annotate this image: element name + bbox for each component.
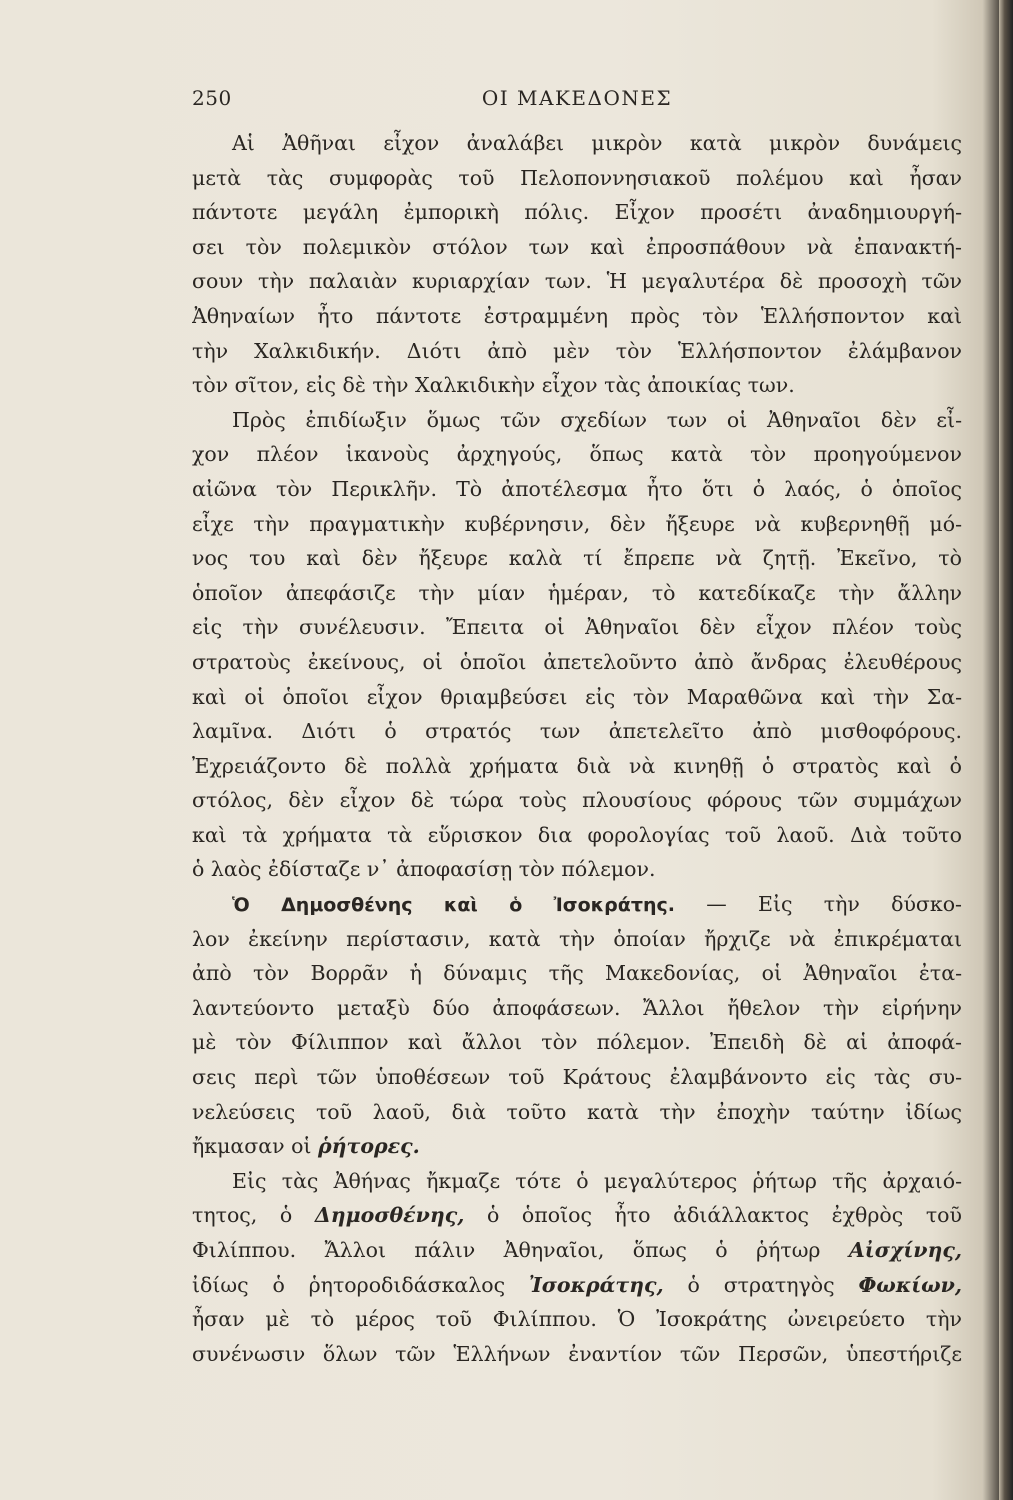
text-line: καὶ οἱ ὁποῖοι εἶχον θριαμβεύσει εἰς τὸν Μαραθῶνα καὶ τὴν Σα- [192, 684, 962, 709]
text-line: ὁ λαὸς ἐδίσταζε ν᾿ ἀποφασίσῃ τὸν πόλεμον. [192, 857, 656, 882]
text-line: εἶχε τὴν πραγματικὴν κυβέρνησιν, δὲν ἤξευρε νὰ κυβερνηθῇ μό- [192, 511, 962, 536]
text-run: ἰδίως ὁ ῥητοροδιδάσκαλος [192, 1272, 529, 1297]
text-line [192, 1268, 962, 1303]
page-header [192, 86, 962, 120]
text-run: ὁ ὁποῖος ἦτο ἀδιάλλακτος ἐχθρὸς τοῦ [464, 1203, 962, 1228]
emphasis-aeschines: Αἰσχίνης, [848, 1238, 962, 1262]
text-line: νος του καὶ δὲν ἤξευρε καλὰ τί ἔπρεπε νὰ ζητῇ. Ἐκεῖνο, τὸ [192, 546, 962, 571]
text-line: στόλος, δὲν εἶχον δὲ τώρα τοὺς πλουσίους φόρους τῶν συμμάχων [192, 788, 962, 813]
paragraph-1 [192, 126, 962, 403]
text-run: ἤκμασαν οἱ [192, 1134, 318, 1159]
text-line: αἰῶνα τὸν Περικλῆν. Τὸ ἀποτέλεσμα ἦτο ὅτι ὁ λαός, ὁ ὁποῖος [192, 476, 962, 501]
text-line: ἦσαν μὲ τὸ μέρος τοῦ Φιλίππου. Ὁ Ἰσοκράτης ὠνειρεύετο τὴν [192, 1307, 962, 1332]
text-line: Ἐχρειάζοντο δὲ πολλὰ χρήματα διὰ νὰ κινηθῇ ὁ στρατὸς καὶ ὁ [192, 753, 962, 778]
text-line [192, 1129, 962, 1164]
page-number: 250 [192, 86, 232, 110]
text-line: λον ἐκείνην περίστασιν, κατὰ τὴν ὁποίαν ἤρχιζε νὰ ἐπικρέμαται [192, 926, 962, 951]
text-line: μετὰ τὰς συμφορὰς τοῦ Πελοποννησιακοῦ πολέμου καὶ ἦσαν [192, 165, 962, 190]
text-line: τὴν Χαλκιδικήν. Διότι ἀπὸ μὲν τὸν Ἑλλήσποντον ἐλάμβανον [192, 338, 962, 363]
text-line [192, 1233, 962, 1268]
text-line: Αἱ Ἀθῆναι εἶχον ἀναλάβει μικρὸν κατὰ μικρὸν δυνάμεις [232, 131, 962, 155]
text-run: τητος, ὁ [192, 1203, 315, 1228]
body-text [192, 126, 962, 1371]
text-line: πάντοτε μεγάλη ἐμπορικὴ πόλις. Εἶχον προσέτι ἀναδημιουργή- [192, 200, 962, 225]
text-line: ὁποῖον ἀπεφάσιζε τὴν μίαν ἡμέραν, τὸ κατεδίκαζε τὴν ἄλλην [192, 580, 962, 605]
book-binding-edge [999, 0, 1013, 1500]
text-line: εἰς τὴν συνέλευσιν. Ἔπειτα οἱ Ἀθηναῖοι δὲν εἶχον πλέον τοὺς [192, 615, 962, 640]
text-run: Φιλίππου. Ἄλλοι πάλιν Ἀθηναῖοι, ὅπως ὁ ῥήτωρ [192, 1238, 849, 1262]
text-line: σουν τὴν παλαιὰν κυριαρχίαν των. Ἡ μεγαλυτέρα δὲ προσοχὴ τῶν [192, 269, 962, 294]
text-line: Εἰς τὰς Ἀθήνας ἤκμαζε τότε ὁ μεγαλύτερος ῥήτωρ τῆς ἀρχαιό- [232, 1168, 962, 1193]
text-line: συνένωσιν ὅλων τῶν Ἑλλήνων ἐναντίον τῶν Περσῶν, ὑπεστήριζε [192, 1341, 962, 1366]
paragraph-2 [192, 403, 962, 887]
text-line: λαμῖνα. Διότι ὁ στρατός των ἀπετελεῖτο ἀπὸ μισθοφόρους. [192, 719, 962, 744]
emphasis-phocion: Φωκίων, [858, 1272, 962, 1297]
text-line: ἀπὸ τὸν Βορρᾶν ἡ δύναμις τῆς Μακεδονίας, οἱ Ἀθηναῖοι ἐτα- [192, 961, 962, 986]
text-line: καὶ τὰ χρήματα τὰ εὕρισκον δια φορολογίας τοῦ λαοῦ. Διὰ τοῦτο [192, 822, 962, 847]
text-line: τὸν σῖτον, εἰς δὲ τὴν Χαλκιδικὴν εἶχον τὰς ἀποικίας των. [192, 373, 795, 398]
text-line: λαντεύοντο μεταξὺ δύο ἀποφάσεων. Ἄλλοι ἤθελον τὴν εἰρήνην [192, 995, 962, 1020]
text-line: σεις περὶ τῶν ὑποθέσεων τοῦ Κράτους ἐλαμβάνοντο εἰς τὰς συ- [192, 1065, 962, 1090]
running-title: ΟΙ ΜΑΚΕΔΟΝΕΣ [481, 86, 673, 110]
emphasis-isocrates: Ἰσοκράτης, [528, 1272, 664, 1297]
heading-continuation: — Εἰς τὴν δύσκο- [706, 892, 962, 917]
section-heading: Ὁ Δημοσθένης καὶ ὁ Ἰσοκράτης. [232, 894, 675, 917]
emphasis-rhetores: ῥήτορες. [317, 1134, 420, 1159]
text-line: στρατοὺς ἐκείνους, οἱ ὁποῖοι ἀπετελοῦντο ἀπὸ ἄνδρας ἐλευθέρους [192, 649, 962, 674]
text-run: ὁ στρατηγὸς [663, 1272, 859, 1297]
emphasis-demosthenes: Δημοσθένης, [314, 1203, 465, 1228]
text-line-with-heading [192, 887, 962, 922]
text-line: μὲ τὸν Φίλιππον καὶ ἄλλοι τὸν πόλεμον. Ἐπειδὴ δὲ αἱ ἀποφά- [192, 1030, 962, 1055]
text-line: χον πλέον ἱκανοὺς ἀρχηγούς, ὅπως κατὰ τὸν προηγούμενον [192, 442, 962, 467]
text-line: Πρὸς ἐπιδίωξιν ὅμως τῶν σχεδίων των οἱ Ἀθηναῖοι δὲν εἶ- [232, 407, 962, 432]
text-line [192, 1198, 962, 1233]
text-line: νελεύσεις τοῦ λαοῦ, διὰ τοῦτο κατὰ τὴν ἐποχὴν ταύτην ἰδίως [192, 1099, 962, 1124]
paragraph-3 [192, 887, 962, 1164]
text-line: Ἀθηναίων ἦτο πάντοτε ἐστραμμένη πρὸς τὸν Ἑλλήσποντον καὶ [192, 303, 962, 328]
text-line: σει τὸν πολεμικὸν στόλον των καὶ ἐπροσπάθουν νὰ ἐπανακτή- [192, 234, 962, 259]
paragraph-4 [192, 1164, 962, 1372]
